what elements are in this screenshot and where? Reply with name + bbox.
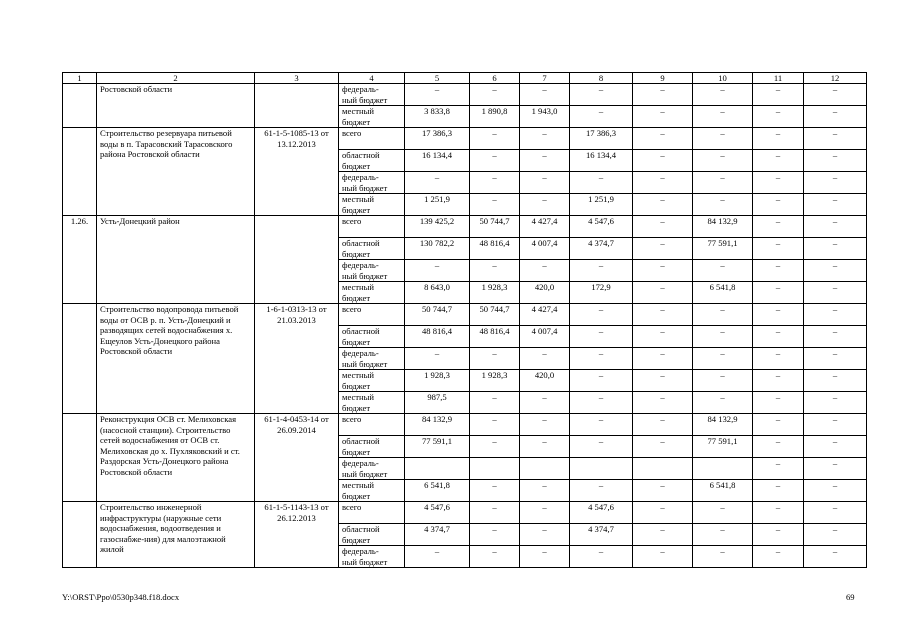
amount-cell: 4 374,7 — [405, 524, 470, 546]
amount-cell: – — [633, 128, 693, 150]
object-name: Усть-Донецкий район — [97, 216, 255, 304]
amount-cell: 50 744,7 — [470, 304, 520, 326]
amount-cell: – — [570, 304, 633, 326]
amount-cell: 1 928,3 — [470, 370, 520, 392]
amount-cell: – — [693, 524, 753, 546]
amount-cell: – — [693, 128, 753, 150]
amount-cell: – — [470, 260, 520, 282]
amount-cell: 139 425,2 — [405, 216, 470, 238]
amount-cell: – — [804, 194, 867, 216]
amount-cell: – — [570, 106, 633, 128]
amount-cell: – — [470, 524, 520, 546]
column-number: 10 — [693, 73, 753, 84]
amount-cell: – — [633, 260, 693, 282]
amount-cell: 420,0 — [520, 282, 570, 304]
amount-cell: 77 591,1 — [693, 436, 753, 458]
document-code: 61-1-4-0453-14 от 26.09.2014 — [255, 414, 339, 502]
amount-cell: 50 744,7 — [470, 216, 520, 238]
amount-cell: – — [804, 392, 867, 414]
amount-cell: 4 427,4 — [520, 216, 570, 238]
document-code: 61-1-5-1085-13 от 13.12.2013 — [255, 128, 339, 216]
column-number: 5 — [405, 73, 470, 84]
amount-cell: – — [753, 238, 804, 260]
amount-cell: – — [693, 546, 753, 568]
amount-cell: – — [520, 392, 570, 414]
amount-cell: – — [470, 436, 520, 458]
amount-cell: – — [470, 414, 520, 436]
amount-cell: – — [570, 436, 633, 458]
budget-source: местный бюджет — [339, 392, 405, 414]
budget-source: всего — [339, 414, 405, 436]
budget-source: областной бюджет — [339, 238, 405, 260]
table-row — [63, 216, 867, 238]
amount-cell: – — [804, 502, 867, 524]
amount-cell: 48 816,4 — [470, 326, 520, 348]
item-number — [63, 128, 97, 216]
amount-cell: – — [693, 106, 753, 128]
amount-cell: 4 374,7 — [570, 524, 633, 546]
amount-cell: – — [633, 84, 693, 106]
amount-cell: – — [804, 238, 867, 260]
item-number — [63, 304, 97, 414]
column-number: 12 — [804, 73, 867, 84]
budget-source: федераль- ный бюджет — [339, 458, 405, 480]
amount-cell: – — [753, 282, 804, 304]
amount-cell: – — [520, 260, 570, 282]
amount-cell: 4 547,6 — [405, 502, 470, 524]
amount-cell: – — [753, 326, 804, 348]
amount-cell: – — [633, 194, 693, 216]
amount-cell: – — [520, 480, 570, 502]
amount-cell: 84 132,9 — [693, 216, 753, 238]
amount-cell: – — [753, 172, 804, 194]
amount-cell: – — [753, 480, 804, 502]
budget-source: местный бюджет — [339, 106, 405, 128]
amount-cell: – — [520, 128, 570, 150]
amount-cell: – — [470, 392, 520, 414]
column-number-row — [63, 73, 867, 84]
amount-cell: – — [570, 392, 633, 414]
amount-cell: – — [804, 282, 867, 304]
amount-cell: – — [804, 84, 867, 106]
table-row — [63, 84, 867, 106]
page-number: 69 — [846, 592, 855, 602]
amount-cell: – — [633, 436, 693, 458]
budget-table — [62, 72, 867, 568]
amount-cell: 1 890,8 — [470, 106, 520, 128]
table-row — [63, 502, 867, 524]
amount-cell: – — [753, 150, 804, 172]
amount-cell: 17 386,3 — [570, 128, 633, 150]
amount-cell: – — [633, 348, 693, 370]
budget-source: областной бюджет — [339, 436, 405, 458]
amount-cell: – — [470, 502, 520, 524]
amount-cell: – — [804, 370, 867, 392]
amount-cell: – — [633, 282, 693, 304]
amount-cell: – — [804, 326, 867, 348]
amount-cell: – — [753, 370, 804, 392]
budget-source: местный бюджет — [339, 370, 405, 392]
amount-cell: 4 427,4 — [520, 304, 570, 326]
amount-cell: – — [753, 458, 804, 480]
amount-cell: – — [470, 84, 520, 106]
item-number: 1.26. — [63, 216, 97, 304]
amount-cell: – — [570, 84, 633, 106]
amount-cell: – — [405, 172, 470, 194]
amount-cell: 1 928,3 — [405, 370, 470, 392]
amount-cell: – — [804, 524, 867, 546]
amount-cell: – — [804, 348, 867, 370]
amount-cell: – — [804, 216, 867, 238]
budget-source: областной бюджет — [339, 326, 405, 348]
item-number — [63, 414, 97, 502]
amount-cell: – — [753, 348, 804, 370]
object-name: Ростовской области — [97, 84, 255, 128]
amount-cell — [633, 458, 693, 480]
amount-cell: – — [804, 458, 867, 480]
amount-cell: – — [753, 128, 804, 150]
amount-cell: – — [470, 480, 520, 502]
amount-cell — [470, 458, 520, 480]
amount-cell — [693, 458, 753, 480]
amount-cell: – — [633, 524, 693, 546]
amount-cell: – — [520, 414, 570, 436]
column-number: 2 — [97, 73, 255, 84]
table-body — [63, 73, 867, 568]
amount-cell: – — [753, 502, 804, 524]
object-name: Строительство водопровода питьевой воды от ОСВ р. п. Усть-Донецкий и разводящих сетей водоснабжения х. Ещеулов Усть-Донецкого района Ростовской области — [97, 304, 255, 414]
amount-cell: – — [633, 414, 693, 436]
column-number: 4 — [339, 73, 405, 84]
amount-cell: – — [405, 260, 470, 282]
amount-cell: 4 374,7 — [570, 238, 633, 260]
amount-cell: – — [804, 172, 867, 194]
amount-cell: – — [753, 414, 804, 436]
column-number: 11 — [753, 73, 804, 84]
amount-cell: – — [693, 172, 753, 194]
amount-cell: – — [633, 238, 693, 260]
budget-source: федераль- ный бюджет — [339, 546, 405, 568]
amount-cell: 48 816,4 — [405, 326, 470, 348]
budget-source: местный бюджет — [339, 282, 405, 304]
amount-cell: – — [804, 150, 867, 172]
amount-cell: 6 541,8 — [405, 480, 470, 502]
amount-cell: – — [753, 194, 804, 216]
amount-cell: – — [753, 216, 804, 238]
amount-cell: – — [753, 436, 804, 458]
amount-cell: – — [633, 480, 693, 502]
amount-cell: – — [570, 172, 633, 194]
budget-source: местный бюджет — [339, 480, 405, 502]
amount-cell: 77 591,1 — [693, 238, 753, 260]
amount-cell: – — [804, 106, 867, 128]
amount-cell: – — [804, 480, 867, 502]
amount-cell: – — [753, 546, 804, 568]
item-number — [63, 84, 97, 128]
amount-cell: – — [520, 524, 570, 546]
amount-cell: 84 132,9 — [405, 414, 470, 436]
amount-cell: – — [470, 348, 520, 370]
amount-cell: – — [693, 84, 753, 106]
amount-cell: – — [520, 150, 570, 172]
amount-cell: – — [470, 546, 520, 568]
amount-cell: – — [804, 546, 867, 568]
amount-cell: – — [804, 304, 867, 326]
document-code: 1-6-1-0313-13 от 21.03.2013 — [255, 304, 339, 414]
column-number: 8 — [570, 73, 633, 84]
amount-cell — [520, 458, 570, 480]
amount-cell: – — [633, 326, 693, 348]
amount-cell: 50 744,7 — [405, 304, 470, 326]
budget-source: федераль- ный бюджет — [339, 348, 405, 370]
object-name: Строительство инженерной инфраструктуры (наружные сети водоснабжения, водоотведения и газоснабже-ния) для малоэтажной жилой — [97, 502, 255, 568]
column-number: 6 — [470, 73, 520, 84]
document-code — [255, 84, 339, 128]
amount-cell: – — [693, 370, 753, 392]
document-code: 61-1-5-1143-13 от 26.12.2013 — [255, 502, 339, 568]
amount-cell: – — [633, 216, 693, 238]
table-row — [63, 304, 867, 326]
column-number: 3 — [255, 73, 339, 84]
amount-cell: – — [470, 194, 520, 216]
amount-cell: 84 132,9 — [693, 414, 753, 436]
amount-cell: – — [633, 370, 693, 392]
amount-cell: – — [405, 84, 470, 106]
table-row — [63, 414, 867, 436]
amount-cell: – — [804, 436, 867, 458]
amount-cell: 3 833,8 — [405, 106, 470, 128]
amount-cell: – — [693, 502, 753, 524]
amount-cell: – — [520, 84, 570, 106]
budget-source: всего — [339, 216, 405, 238]
amount-cell: – — [520, 546, 570, 568]
amount-cell: – — [520, 194, 570, 216]
amount-cell: – — [520, 172, 570, 194]
amount-cell: 4 007,4 — [520, 238, 570, 260]
amount-cell: – — [804, 128, 867, 150]
amount-cell: – — [693, 150, 753, 172]
amount-cell: – — [633, 502, 693, 524]
amount-cell: – — [570, 480, 633, 502]
amount-cell: – — [470, 128, 520, 150]
amount-cell: 130 782,2 — [405, 238, 470, 260]
budget-source: областной бюджет — [339, 524, 405, 546]
amount-cell: – — [693, 260, 753, 282]
amount-cell: – — [470, 172, 520, 194]
budget-source: федераль- ный бюджет — [339, 172, 405, 194]
amount-cell — [570, 458, 633, 480]
object-name: Реконструкция ОСВ ст. Мелиховская (насосной станции). Строительство сетей водоснабжения от ОСВ ст. Мелиховская до х. Пухляковский и ст. Раздорская Усть-Донецкого района Ростовской области — [97, 414, 255, 502]
amount-cell: – — [405, 348, 470, 370]
document-code — [255, 216, 339, 304]
table-row — [63, 128, 867, 150]
amount-cell: – — [633, 150, 693, 172]
amount-cell: 6 541,8 — [693, 480, 753, 502]
budget-source: областной бюджет — [339, 150, 405, 172]
amount-cell: – — [753, 84, 804, 106]
budget-source: всего — [339, 128, 405, 150]
budget-source: федераль- ный бюджет — [339, 260, 405, 282]
amount-cell: – — [633, 106, 693, 128]
amount-cell: – — [693, 326, 753, 348]
amount-cell: – — [753, 260, 804, 282]
object-name: Строительство резервуара питьевой воды в п. Тарасовский Тарасовского района Ростовской области — [97, 128, 255, 216]
amount-cell: 4 547,6 — [570, 216, 633, 238]
amount-cell: – — [633, 304, 693, 326]
amount-cell: – — [693, 348, 753, 370]
amount-cell: – — [753, 106, 804, 128]
amount-cell: – — [633, 392, 693, 414]
amount-cell: 16 134,4 — [405, 150, 470, 172]
column-number: 9 — [633, 73, 693, 84]
amount-cell: – — [753, 304, 804, 326]
amount-cell: 6 541,8 — [693, 282, 753, 304]
amount-cell: – — [570, 326, 633, 348]
amount-cell: – — [804, 414, 867, 436]
amount-cell: – — [693, 194, 753, 216]
amount-cell: 77 591,1 — [405, 436, 470, 458]
amount-cell: – — [520, 436, 570, 458]
amount-cell: 1 928,3 — [470, 282, 520, 304]
amount-cell: – — [693, 392, 753, 414]
amount-cell: – — [570, 260, 633, 282]
amount-cell: 4 007,4 — [520, 326, 570, 348]
amount-cell: – — [693, 304, 753, 326]
amount-cell: – — [570, 546, 633, 568]
column-number: 7 — [520, 73, 570, 84]
amount-cell: 4 547,6 — [570, 502, 633, 524]
budget-source: всего — [339, 502, 405, 524]
amount-cell: 8 643,0 — [405, 282, 470, 304]
file-path: Y:\ORST\Ppo\0530p348.f18.docx — [62, 592, 180, 602]
amount-cell: – — [570, 370, 633, 392]
amount-cell: – — [633, 546, 693, 568]
budget-source: местный бюджет — [339, 194, 405, 216]
amount-cell: – — [570, 348, 633, 370]
amount-cell: 1 943,0 — [520, 106, 570, 128]
amount-cell: 172,9 — [570, 282, 633, 304]
amount-cell — [405, 458, 470, 480]
amount-cell: – — [570, 414, 633, 436]
amount-cell: 1 251,9 — [405, 194, 470, 216]
amount-cell: – — [520, 348, 570, 370]
amount-cell: 48 816,4 — [470, 238, 520, 260]
amount-cell: 17 386,3 — [405, 128, 470, 150]
amount-cell: – — [520, 502, 570, 524]
amount-cell: – — [405, 546, 470, 568]
amount-cell: 1 251,9 — [570, 194, 633, 216]
column-number: 1 — [63, 73, 97, 84]
amount-cell: 420,0 — [520, 370, 570, 392]
amount-cell: 987,5 — [405, 392, 470, 414]
budget-source: федераль- ный бюджет — [339, 84, 405, 106]
amount-cell: – — [470, 150, 520, 172]
amount-cell: 16 134,4 — [570, 150, 633, 172]
item-number — [63, 502, 97, 568]
amount-cell: – — [804, 260, 867, 282]
amount-cell: – — [753, 392, 804, 414]
budget-source: всего — [339, 304, 405, 326]
amount-cell: – — [753, 524, 804, 546]
amount-cell: – — [633, 172, 693, 194]
